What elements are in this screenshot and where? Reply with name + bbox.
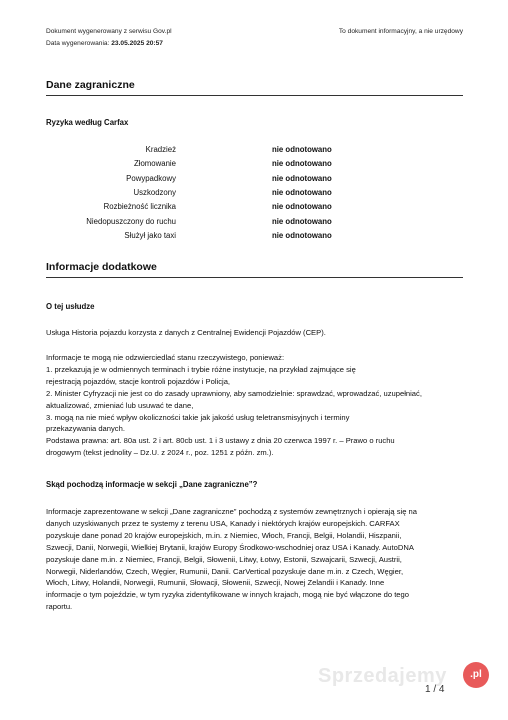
carfax-risks-title: Ryzyka według Carfax — [46, 118, 129, 127]
foreign-data-title: Dane zagraniczne — [46, 79, 135, 91]
text-line: Włoch, Litwy, Holandii, Norwegii, Rumunii, Słowacji, Słowenii, Szwecji, Nowej Zelandii i Kanady. Inne — [46, 578, 385, 588]
date-label: Data wygenerowania: — [46, 40, 110, 47]
risk-value: nie odnotowano — [272, 159, 332, 169]
watermark-badge: .pl — [463, 662, 489, 688]
text-line: danych uzyskiwanych przez te systemy z terenu USA, Kanady i niektórych krajów europejskich. CARFAX — [46, 518, 400, 528]
date-value: 23.05.2025 20:57 — [111, 40, 163, 47]
risk-label: Rozbieżność licznika — [103, 202, 176, 212]
watermark-logo: Sprzedajemy — [318, 665, 447, 687]
risk-label: Niedopuszczony do ruchu — [86, 216, 176, 226]
text-line: 3. mogą na nie mieć wpływ okoliczności takie jak jakość usług teletransmisyjnych i terminy — [46, 412, 350, 422]
risk-value: nie odnotowano — [272, 216, 332, 226]
source-title: Skąd pochodzą informacje w sekcji „Dane zagraniczne”? — [46, 480, 258, 489]
risk-value: nie odnotowano — [272, 202, 332, 212]
section-divider — [46, 277, 463, 278]
risk-row — [60, 188, 420, 202]
additional-info-title: Informacje dodatkowe — [46, 261, 157, 273]
text-line: Podstawa prawna: art. 80a ust. 2 i art. 80cb ust. 1 i 3 ustawy z dnia 20 czerwca 1997 r. – Prawo o ruchu — [46, 436, 395, 446]
risk-label: Powypadkowy — [126, 173, 176, 183]
risk-row — [60, 159, 420, 173]
text-line: Szwecji, Danii, Norwegii, Wielkiej Brytanii, krajów Europy Środkowo-wschodniej oraz USA i Kanady. AutoDNA — [46, 542, 414, 552]
risk-label: Złomowanie — [133, 159, 176, 169]
text-line: rejestracją pojazdów, stacje kontroli pojazdów i Policja, — [46, 376, 231, 386]
text-line: drogowym (tekst jednolity – Dz.U. z 2024 r., poz. 1251 z późn. zm.). — [46, 448, 274, 458]
text-line: raportu. — [46, 602, 73, 612]
risk-label: Kradzież — [145, 145, 176, 154]
text-line: Informacje te mogą nie odzwierciedlać stanu rzeczywistego, ponieważ: — [46, 353, 285, 362]
risk-value: nie odnotowano — [272, 187, 332, 197]
risk-row — [60, 231, 420, 245]
risk-label: Służył jako taxi — [124, 230, 176, 240]
text-line: informacje o tym pojeździe, w tym ryzyka zidentyfikowane w innych krajach, mogą nie być włączone do tego — [46, 590, 409, 600]
text-line: 1. przekazują je w odmiennych terminach i trybie różne instytucje, na przykład zajmujące się — [46, 364, 356, 374]
generation-date — [46, 40, 163, 47]
about-service-text: Usługa Historia pojazdu korzysta z danych z Centralnej Ewidencji Pojazdów (CEP). — [46, 328, 326, 337]
risk-value: nie odnotowano — [272, 173, 332, 183]
text-line: pozyskuje dane ponad 20 krajów europejskich, m.in. z Niemiec, Włoch, Francji, Belgii, Holandii, Hiszpanii, — [46, 530, 402, 540]
about-service-title: O tej usłudze — [46, 302, 95, 311]
generated-by: Dokument wygenerowany z serwisu Gov.pl — [46, 28, 172, 35]
text-line: przekazywania danych. — [46, 424, 125, 434]
info-paragraph — [46, 352, 422, 459]
risk-value: nie odnotowano — [272, 230, 332, 240]
risk-row — [60, 217, 420, 231]
risk-row — [60, 174, 420, 188]
risk-label: Uszkodzony — [133, 187, 176, 197]
risk-row — [60, 202, 420, 216]
disclaimer: To dokument informacyjny, a nie urzędowy — [338, 28, 463, 35]
risk-row — [60, 145, 420, 159]
text-line: pozyskuje dane m.in. z Niemiec, Francji, Belgii, Słowenii, Litwy, Łotwy, Estonii, Szwajcarii, Szwecji, Austrii, — [46, 554, 402, 564]
risk-value: nie odnotowano — [272, 145, 332, 154]
text-line: 2. Minister Cyfryzacji nie jest co do zasady uprawniony, aby samodzielnie: sprawdzać, wprowadzać, uzupełniać, — [46, 388, 422, 398]
source-paragraph — [46, 506, 417, 613]
text-line: aktualizować, zmieniać lub usuwać te dane, — [46, 400, 194, 410]
page-indicator: 1 / 4 — [425, 684, 445, 695]
text-line: Informacje zaprezentowane w sekcji „Dane zagraniczne” pochodzą z systemów zewnętrznych i opierają się na — [46, 507, 418, 516]
section-divider — [46, 95, 463, 96]
text-line: Norwegii, Niderlandów, Czech, Węgier, Rumunii, Danii. CarVertical pozyskuje dane m.in. z Czech, Węgier, — [46, 566, 404, 576]
